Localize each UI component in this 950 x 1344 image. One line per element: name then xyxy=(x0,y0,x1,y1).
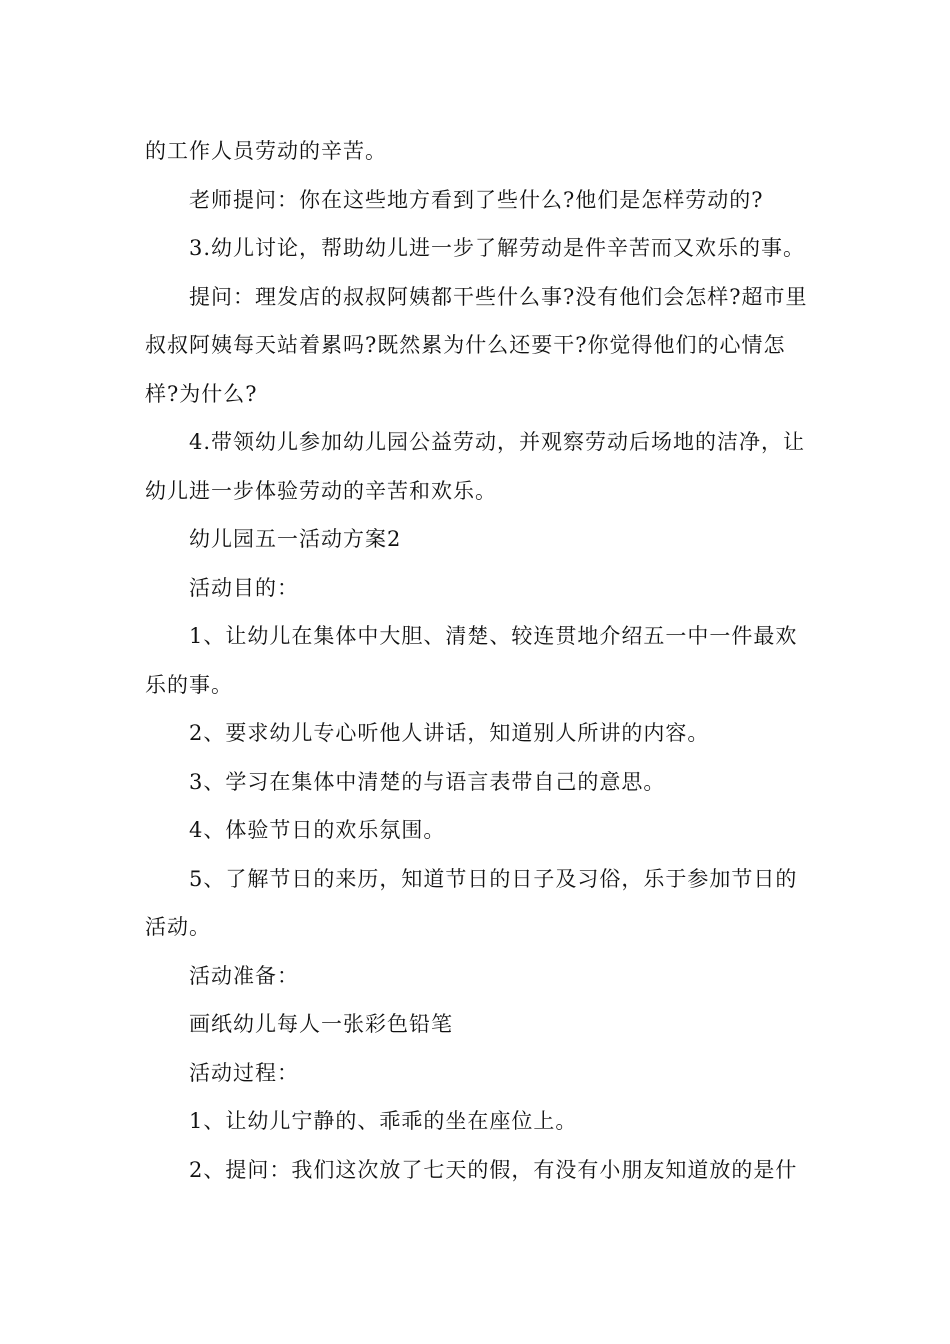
document-body xyxy=(145,127,809,1194)
paragraph-14: 画纸幼儿每人一张彩色铅笔 xyxy=(189,1012,453,1036)
paragraph-8: 1、让幼儿在集体中大胆、清楚、较连贯地介绍五一中一件最欢乐的事。 xyxy=(145,624,798,697)
paragraph-7: 活动目的： xyxy=(189,575,299,600)
paragraph-15: 活动过程： xyxy=(189,1060,299,1085)
paragraph-13: 活动准备： xyxy=(189,963,299,988)
paragraph-3: 3.幼儿讨论，帮助幼儿进一步了解劳动是件辛苦而又欢乐的事。 xyxy=(189,236,806,260)
paragraph-5: 4.带领幼儿参加幼儿园公益劳动，并观察劳动后场地的洁净，让幼儿进一步体验劳动的辛苦和欢乐。 xyxy=(145,430,806,503)
section-heading: 幼儿园五一活动方案2 xyxy=(189,527,402,551)
paragraph-10: 3、学习在集体中清楚的与语言表带自己的意思。 xyxy=(189,769,666,794)
paragraph-17: 2、提问：我们这次放了七天的假，有没有小朋友知道放的是什 xyxy=(189,1157,798,1182)
paragraph-9: 2、要求幼儿专心听他人讲话，知道别人所讲的内容。 xyxy=(189,721,710,745)
paragraph-1: 的工作人员劳动的辛苦。 xyxy=(145,139,387,163)
paragraph-2: 老师提问：你在这些地方看到了些什么?他们是怎样劳动的? xyxy=(189,187,764,212)
paragraph-11: 4、体验节日的欢乐氛围。 xyxy=(189,818,446,842)
paragraph-12: 5、了解节日的来历，知道节日的日子及习俗，乐于参加节日的活动。 xyxy=(145,866,798,939)
paragraph-16: 1、让幼儿宁静的、乖乖的坐在座位上。 xyxy=(189,1109,578,1133)
paragraph-4: 提问：理发店的叔叔阿姨都干些什么事?没有他们会怎样?超市里叔叔阿姨每天站着累吗?既然累为什么还要干?你觉得他们的心情怎样?为什么? xyxy=(145,284,808,406)
